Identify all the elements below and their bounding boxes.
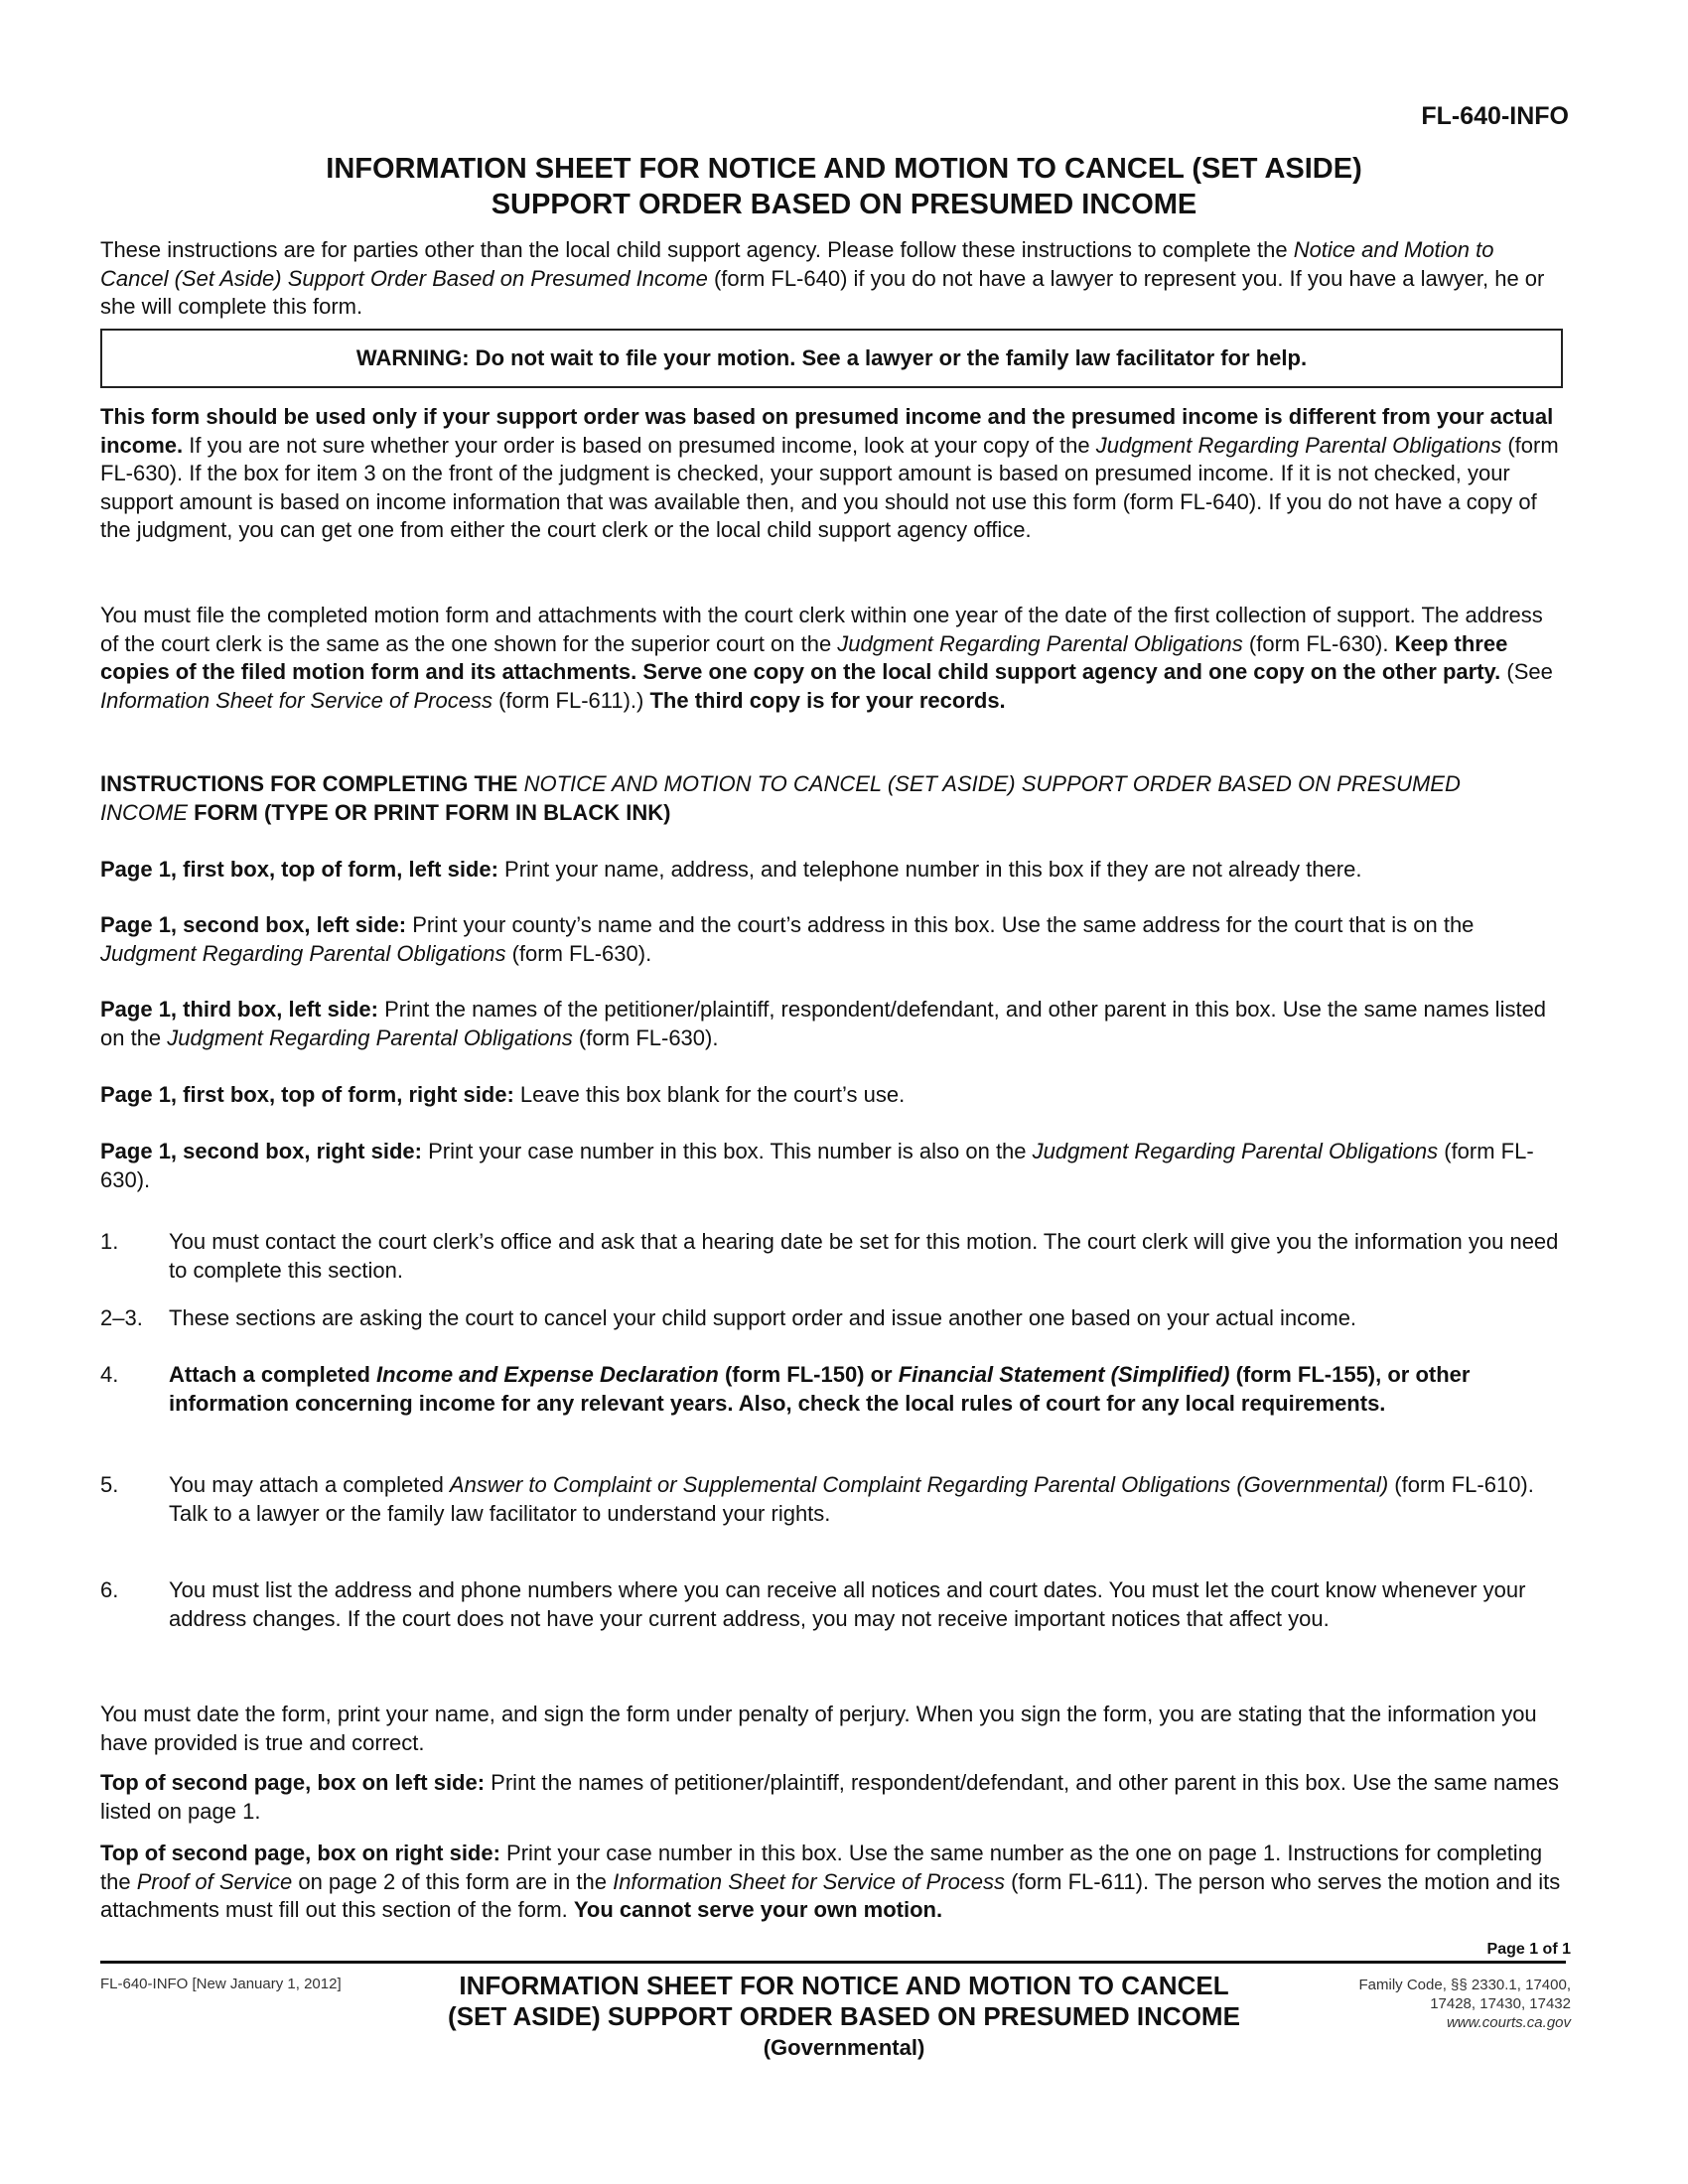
footer-divider	[100, 1961, 1566, 1964]
box-instruction	[100, 996, 1565, 1052]
box-form-name: Judgment Regarding Parental Obligations	[100, 940, 506, 966]
filing-bold-2: The third copy is for your records.	[649, 687, 1006, 713]
item-form-name: Answer to Complaint or Supplemental Complaint Regarding Parental Obligations (Governmental)	[449, 1472, 1389, 1497]
box-label: Page 1, first box, top of form, right side:	[100, 1082, 514, 1107]
item-number: 2–3.	[100, 1305, 143, 1330]
usage-text: If you are not sure whether your order is based on presumed income, look at your copy of the	[183, 432, 1096, 458]
box-bold: You cannot serve your own motion.	[573, 1897, 943, 1922]
item-form-name: Income and Expense Declaration	[376, 1362, 719, 1387]
item-number: 6.	[100, 1577, 119, 1602]
box-text: Print your name, address, and telephone number in this box if they are not already there.	[497, 857, 1362, 882]
footer-title-line-3: (Governmental)	[763, 2035, 925, 2060]
box-form-name: Judgment Regarding Parental Obligations	[167, 1024, 573, 1050]
box-text: Print your case number in this box. This number is also on the	[421, 1139, 1033, 1163]
item-text	[169, 1471, 1564, 1528]
footer-title-line-1: INFORMATION SHEET FOR NOTICE AND MOTION TO CANCEL	[459, 1971, 1229, 2000]
box-label: Top of second page, box on left side:	[100, 1770, 486, 1795]
item-text-part-2: (form FL-610). Talk to a lawyer or the family law facilitator to understand your rights.	[169, 1472, 1534, 1526]
footer-title-line-2: (SET ASIDE) SUPPORT ORDER BASED ON PRESUMED INCOME	[448, 2001, 1240, 2031]
usage-paragraph	[100, 403, 1565, 545]
box-text-3: (form FL-611). The person who serves the motion and its attachments must fill out this section of the form.	[100, 1868, 1561, 1922]
box-label: Page 1, second box, left side:	[100, 912, 407, 937]
footer-website-link[interactable]: www.courts.ca.gov	[1446, 2014, 1571, 2031]
box-instruction	[100, 1138, 1565, 1194]
box-text: Print the names of petitioner/plaintiff, respondent/defendant, and other parent in this box. Use the same names listed on page 1.	[100, 1770, 1559, 1824]
page-number: Page 1 of 1	[1486, 1941, 1571, 1958]
intro-paragraph	[100, 236, 1565, 322]
item-number: 5.	[100, 1472, 119, 1497]
box-text-2: (form FL-630).	[505, 940, 652, 966]
box-form-name: Judgment Regarding Parental Obligations	[1032, 1139, 1439, 1163]
footer-title	[397, 1971, 1291, 2063]
item-text: You must list the address and phone numbers where you can receive all notices and court dates. You must let the court know whenever your address changes. If the court does not have your current address, you may not receive important notices that affect you.	[169, 1577, 1526, 1631]
footer-citation	[1359, 1976, 1571, 2032]
item-bold: Attach a completed	[169, 1362, 377, 1387]
intro-text: These instructions are for parties other than the local child support agency. Please follow these instructions to complete the	[100, 237, 1294, 262]
form-id: FL-640-INFO	[1421, 102, 1569, 130]
box-text: Print your case number in this box. Use the same number as the one on page 1. Instructions for completing the	[100, 1841, 1543, 1894]
box-label: Page 1, second box, right side:	[100, 1139, 422, 1163]
signature-paragraph: You must date the form, print your name, and sign the form under penalty of perjury. When you sign the form, you are stating that the information you have provided is true and correct.	[100, 1702, 1537, 1755]
box-form-name: Proof of Service	[136, 1868, 293, 1894]
box-text: Print the names of the petitioner/plaintiff, respondent/defendant, and other parent in this box. Use the same names listed on the	[100, 997, 1547, 1050]
footer-citation-line-2: 17428, 17430, 17432	[1430, 1995, 1571, 2012]
filing-bold: Keep three copies of the filed motion form and its attachments. Serve one copy on the local child support agency and one copy on the other party.	[100, 630, 1508, 684]
instructions-heading	[100, 770, 1490, 827]
title-line-2: SUPPORT ORDER BASED ON PRESUMED INCOME	[491, 189, 1197, 220]
footer-form-revision: FL-640-INFO [New January 1, 2012]	[100, 1976, 342, 1992]
item-number: 1.	[100, 1229, 119, 1254]
box-instruction	[100, 911, 1565, 968]
filing-text-2: (form FL-630).	[1242, 630, 1395, 656]
second-page-left-instruction	[100, 1769, 1565, 1826]
filing-form-name: Judgment Regarding Parental Obligations	[837, 630, 1243, 656]
box-text-2: (form FL-630).	[100, 1139, 1534, 1192]
filing-text-4: (form FL-611).)	[492, 687, 650, 713]
filing-text: You must file the completed motion form and attachments with the court clerk within one year of the date of the first collection of support. The address of the court clerk is the same as the one shown for the superior court on the	[100, 603, 1543, 656]
title-line-1: INFORMATION SHEET FOR NOTICE AND MOTION TO CANCEL (SET ASIDE)	[326, 153, 1362, 185]
box-instruction	[100, 1081, 1565, 1110]
filing-paragraph	[100, 602, 1565, 715]
box-label: Top of second page, box on right side:	[100, 1841, 500, 1865]
box-text-2: (form FL-630).	[572, 1024, 719, 1050]
item-bold-2: (form FL-150) or	[718, 1362, 899, 1387]
heading-text: INSTRUCTIONS FOR COMPLETING THE	[100, 771, 524, 796]
usage-text-2: (form FL-630). If the box for item 3 on the front of the judgment is checked, your support amount is based on presumed income. If it is not checked, your support amount is based on income information that was available then, and you should not use this form (form FL-640). If you do not have a copy of the judgment, you can get one from either the court clerk or the local child support agency office.	[100, 432, 1559, 542]
intro-text-2: (form FL-640) if you do not have a lawyer to represent you. If you have a lawyer, he or she will complete this form.	[100, 265, 1545, 319]
footer-citation-line-1: Family Code, §§ 2330.1, 17400,	[1358, 1977, 1571, 1993]
box-text-2: on page 2 of this form are in the	[292, 1868, 614, 1894]
intro-form-name: Notice and Motion to Cancel (Set Aside) Support Order Based on Presumed Income	[100, 237, 1494, 291]
item-bold-3: (form FL-155), or other information concerning income for any relevant years. Also, check the local rules of court for any local requirements.	[169, 1362, 1471, 1416]
box-form-name-2: Information Sheet for Service of Process	[613, 1868, 1006, 1894]
box-text: Leave this box blank for the court’s use.	[513, 1082, 906, 1107]
page-title	[0, 151, 1688, 222]
item-text-part: You may attach a completed	[169, 1472, 450, 1497]
item-text	[169, 1361, 1564, 1418]
item-number: 4.	[100, 1362, 119, 1387]
item-form-name-2: Financial Statement (Simplified)	[898, 1362, 1230, 1387]
item-text: These sections are asking the court to cancel your child support order and issue another one based on your actual income.	[169, 1305, 1357, 1330]
heading-form-name: NOTICE AND MOTION TO CANCEL (SET ASIDE) SUPPORT ORDER BASED ON PRESUMED INCOME	[100, 771, 1461, 825]
usage-form-name: Judgment Regarding Parental Obligations	[1095, 432, 1502, 458]
box-instruction	[100, 856, 1565, 885]
second-page-right-instruction	[100, 1840, 1565, 1925]
box-label: Page 1, first box, top of form, left side:	[100, 857, 498, 882]
warning-box: WARNING: Do not wait to file your motion. See a lawyer or the family law facilitator for help.	[100, 329, 1563, 388]
filing-form-name-2: Information Sheet for Service of Process	[100, 687, 492, 713]
filing-text-3: (See	[1500, 659, 1553, 684]
heading-text-2: FORM (TYPE OR PRINT FORM IN BLACK INK)	[188, 799, 671, 825]
usage-bold: This form should be used only if your support order was based on presumed income and the presumed income is different from your actual income.	[100, 404, 1554, 458]
box-label: Page 1, third box, left side:	[100, 997, 378, 1022]
item-text: You must contact the court clerk’s office and ask that a hearing date be set for this motion. The court clerk will give you the information you need to complete this section.	[169, 1229, 1559, 1283]
box-text: Print your county’s name and the court’s address in this box. Use the same address for the court that is on the	[406, 912, 1475, 937]
